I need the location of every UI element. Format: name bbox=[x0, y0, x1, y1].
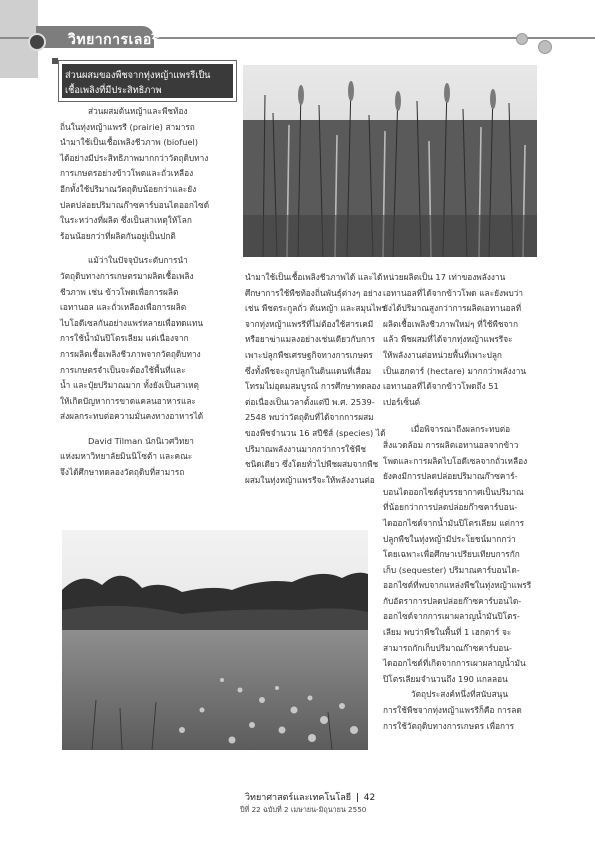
text-line: โดยเฉพาะเพื่อศึกษาเปรียบเทียบการกัก bbox=[383, 549, 520, 560]
text-line: ศึกษาการใช้พืชท้องถิ่นพันธุ์ต่างๆ อย่าง bbox=[245, 287, 382, 298]
text-line: ปริมาณพลังงานมากกว่าการใช้พืช bbox=[245, 443, 366, 454]
footer-issue: ปีที่ 22 ฉบับที่ 2 เมษายน-มิถุนายน 2550 bbox=[240, 805, 367, 814]
text-line: จึงได้ศึกษาทดลองวัตถุดิบที่สามารถ bbox=[60, 467, 185, 478]
text-line: ชนิดเดียว ซึ่งโดยทั่วไปพืชผสมจากพืช bbox=[245, 459, 379, 470]
text-line: โพดและการผลิตไบโอดีเซลจากถั่วเหลือง bbox=[383, 455, 528, 466]
text-line: ที่น้อยกว่าการปลดปล่อยก๊าซคาร์บอน- bbox=[383, 502, 518, 513]
text-line: เมื่อพิจารณาถึงผลกระทบต่อ bbox=[411, 424, 511, 435]
header-dot-icon bbox=[538, 40, 552, 54]
text-line: นำมาใช้เป็นเชื้อเพลิงชีวภาพ (biofuel) bbox=[60, 137, 199, 148]
text-line: ซึ่งทั้งพืชจะถูกปลูกในดินแดนที่เสื่อม bbox=[245, 365, 372, 376]
text-line: ของพืชจำนวน 16 สปีชีส์ (species) ได้ bbox=[245, 427, 386, 438]
text-line: การผลิตเชื้อเพลิงชีวภาพจากวัตถุดิบทาง bbox=[60, 348, 201, 359]
text-line bbox=[383, 410, 523, 422]
prairie-landscape-photo bbox=[62, 530, 368, 750]
text-line: ไบโอดีเซลกันอย่างแพร่หลายเพื่อทดแทน bbox=[60, 317, 204, 328]
text-line: การใช้วัตถุดิบทางการเกษตร เพื่อการ bbox=[383, 720, 515, 731]
text-line: เอทานอล และถั่วเหลืองเพื่อการผลิต bbox=[60, 302, 187, 313]
text-line bbox=[60, 425, 238, 434]
text-line: กับอัตราการปลดปล่อยก๊าซคาร์บอนได- bbox=[383, 595, 522, 606]
text-line: David Tilman นักนิเวศวิทยา bbox=[88, 435, 194, 446]
text-line: เก็บ (sequester) ปริมาณคาร์บอนได- bbox=[383, 564, 520, 575]
footer-divider bbox=[357, 793, 358, 802]
text-line bbox=[60, 244, 238, 253]
text-line: อีกทั้งใช้ปริมาณวัตถุดิบน้อยกว่าและยัง bbox=[60, 183, 197, 194]
text-line: การเกษตรจำเป็นจะต้องใช้พื้นที่และ bbox=[60, 364, 186, 375]
text-line: ยังได้ปริมาณสูงกว่าการผลิตเอทานอลที่ bbox=[383, 303, 522, 314]
text-line: ชีวภาพ เช่น ข้าวโพดเพื่อการผลิต bbox=[60, 286, 179, 297]
text-line: น้ำ และปุ๋ยปริมาณมาก ทั้งยังเป็นสาเหตุ bbox=[60, 380, 199, 391]
text-line: เลียม พบว่าพืชในพื้นที่ 1 เฮกตาร์ จะ bbox=[383, 627, 512, 638]
section-title: วิทยาการเลอรี่ bbox=[68, 32, 160, 48]
text-line: ผลิตเชื้อเพลิงชีวภาพใหม่ๆ ที่ใช้พืชจาก bbox=[383, 318, 518, 329]
header-dot-icon bbox=[516, 33, 528, 45]
section-logo-icon bbox=[28, 33, 46, 51]
page-number: 42 bbox=[363, 793, 376, 803]
magazine-name: วิทยาศาสตร์และเทคโนโลยี bbox=[245, 793, 352, 803]
text-line: สิ่งแวดล้อม การผลิตเอทานอลจากข้าว bbox=[383, 439, 519, 450]
article-heading-line2: เชื้อเพลิงที่มีประสิทธิภาพ bbox=[65, 85, 162, 96]
text-line: เปอร์เซ็นต์ bbox=[383, 396, 421, 407]
text-line: เช่น พืชตระกูลถั่ว ต้นหญ้า และสมุนไพร bbox=[245, 303, 386, 314]
text-line: ส่วนผสมต้นหญ้าและพืชท้อง bbox=[88, 106, 188, 116]
text-line: ร้อนน้อยกว่าที่ผลิตกันอยู่เป็นปกติ bbox=[60, 230, 176, 241]
text-line: เอทานอลที่ได้จากข้าวโพด และยังพบว่า bbox=[383, 287, 524, 298]
footer-line1 bbox=[245, 790, 375, 804]
column-middle bbox=[245, 270, 386, 488]
text-line: การใช้น้ำมันปิโตรเลียม แต่เนื่องจาก bbox=[60, 333, 189, 344]
prairie-grass-photo bbox=[243, 65, 537, 257]
text-line: ต่อเนื่องเป็นเวลาตั้งแต่ปี พ.ศ. 2539- bbox=[245, 396, 375, 407]
text-line: บอนไดออกไซด์สู่บรรยากาศเป็นปริมาณ bbox=[383, 486, 524, 497]
text-line: นำมาใช้เป็นเชื้อเพลิงชีวภาพได้ และได้ bbox=[245, 272, 383, 282]
text-line: ปลดปล่อยปริมาณก๊าซคาร์บอนไดออกไซด์ bbox=[60, 199, 210, 210]
text-line: ให้เกิดปัญหาการขาดแคลนอาหารและ bbox=[60, 395, 196, 406]
text-line: ไดออกไซด์ที่เกิดจากการเผาผลาญน้ำมัน bbox=[383, 658, 526, 669]
text-line: ยังคงมีการปลดปล่อยปริมาณก๊าซคาร์- bbox=[383, 471, 518, 482]
text-line: แล้ว พืชผสมที่ได้จากทุ่งหญ้าแพรรีจะ bbox=[383, 334, 513, 345]
article-heading bbox=[58, 60, 237, 102]
text-line: เอทานอลที่ได้จากข้าวโพดถึง 51 bbox=[383, 381, 499, 392]
text-line: วัตถุดิบทางการเกษตรมาผลิตเชื้อเพลิง bbox=[60, 270, 194, 281]
text-line: 2548 พบว่าวัตถุดิบที่ได้จากการผสม bbox=[245, 412, 374, 423]
text-line: ถิ่นในทุ่งหญ้าแพรรี (prairie) สามารถ bbox=[60, 121, 195, 132]
text-line: เพาะปลูกพืชเศรษฐกิจทางการเกษตร bbox=[245, 349, 373, 360]
text-line: วัตถุประสงค์หนึ่งที่สนับสนุน bbox=[411, 689, 508, 700]
text-line: การเกษตรอย่างข้าวโพดและถั่วเหลือง bbox=[60, 168, 194, 179]
text-line: ในระหว่างที่ผลิต ซึ่งเป็นสาเหตุให้โลก bbox=[60, 215, 192, 226]
text-line: แม้ว่าในปัจจุบันระดับการนำ bbox=[88, 255, 188, 266]
text-line: ปลูกพืชในทุ่งหญ้ามีประโยชน์มากกว่า bbox=[383, 533, 516, 544]
article-heading-line1: ส่วนผสมของพืชจากทุ่งหญ้าแพรรีเป็น bbox=[65, 70, 211, 81]
text-line: ส่งผลกระทบต่อความมั่นคงทางอาหารได้ bbox=[60, 411, 204, 422]
text-line: ให้พลังงานต่อหน่วยพื้นที่เพาะปลูก bbox=[383, 349, 502, 360]
text-line: ได้อย่างมีประสิทธิภาพมากกว่าวัตถุดิบทาง bbox=[60, 152, 209, 163]
text-line: การใช้พืชจากทุ่งหญ้าแพรรีก็คือ การลด bbox=[383, 705, 522, 716]
text-line: ออกไซด์จากการเผาผลาญน้ำมันปิโตร- bbox=[383, 611, 520, 622]
text-line: ไดออกไซด์จากน้ำมันปิโตรเลียม แต่การ bbox=[383, 517, 525, 528]
column-right bbox=[383, 270, 532, 734]
column-left bbox=[60, 104, 238, 481]
text-line: ออกไซด์ที่พบจากแหล่งพืชในทุ่งหญ้าแพรรี bbox=[383, 580, 532, 591]
text-line: แห่งมหาวิทยาลัยมินนิโซต้า และคณะ bbox=[60, 451, 193, 462]
text-line: หรือยาฆ่าแมลงอย่างเช่นเดียวกับการ bbox=[245, 334, 376, 345]
text-line: เป็นเฮกตาร์ (hectare) มากกว่าพลังงาน bbox=[383, 365, 527, 376]
text-line: สามารถกักเก็บปริมาณก๊าซคาร์บอน- bbox=[383, 642, 512, 653]
text-line: ผสมในทุ่งหญ้าแพรรีจะให้พลังงานต่อ bbox=[245, 474, 375, 485]
text-line: ปิโตรเลียมจำนวนถึง 190 แกลลอน bbox=[383, 673, 508, 684]
text-line: จากทุ่งหญ้าแพรรีที่ไม่ต้องใช้สารเคมี bbox=[245, 318, 374, 329]
text-line: หน่วยผลิตเป็น 17 เท่าของพลังงาน bbox=[383, 272, 506, 282]
text-line: โทรมไม่อุดมสมบูรณ์ การศึกษาทดลอง bbox=[245, 381, 381, 392]
